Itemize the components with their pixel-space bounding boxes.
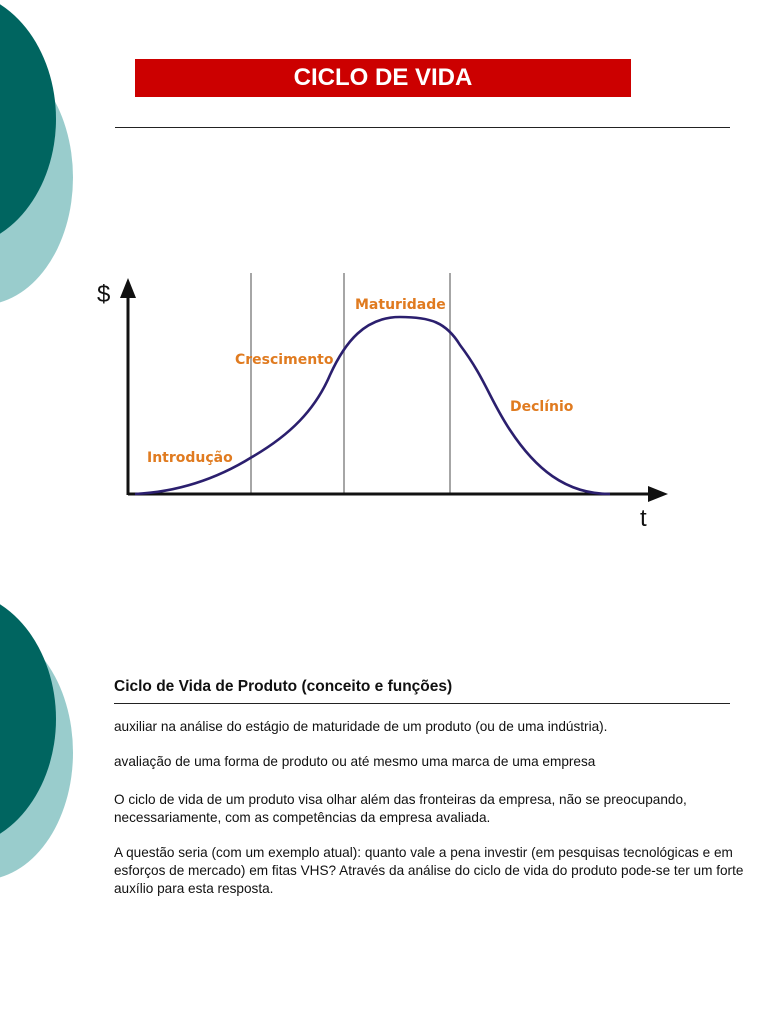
stage-label-maturidade: Maturidade [355,297,446,313]
y-axis-label: $ [97,281,111,308]
title-divider [115,127,730,128]
x-axis-arrow [648,486,668,502]
section-divider [114,703,730,704]
y-axis-arrow [120,278,136,298]
paragraph-3: O ciclo de vida de um produto visa olhar além das fronteiras da empresa, não se preocupando, necessariamente, com as competências da empresa avaliada. [114,792,687,825]
section-heading: Ciclo de Vida de Produto (conceito e funções) [114,678,453,695]
stage-label-introducao: Introdução [147,450,233,466]
stage-label-declinio: Declínio [510,399,574,415]
stage-label-crescimento: Crescimento [235,352,334,368]
paragraph-1: auxiliar na análise do estágio de maturidade de um produto (ou de uma indústria). [114,719,608,734]
x-axis-label: t [640,505,647,532]
life-cycle-chart [0,260,768,540]
slide-title: CICLO DE VIDA [135,59,631,97]
paragraph-2: avaliação de uma forma de produto ou até mesmo uma marca de uma empresa [114,754,596,769]
paragraph-4: A questão seria (com um exemplo atual): quanto vale a pena investir (em pesquisas tecnológicas e em esforços de mercado) em fitas VHS? Através da análise do ciclo de vida do produto pode-se ter um forte auxílio para esta resposta. [114,845,744,896]
